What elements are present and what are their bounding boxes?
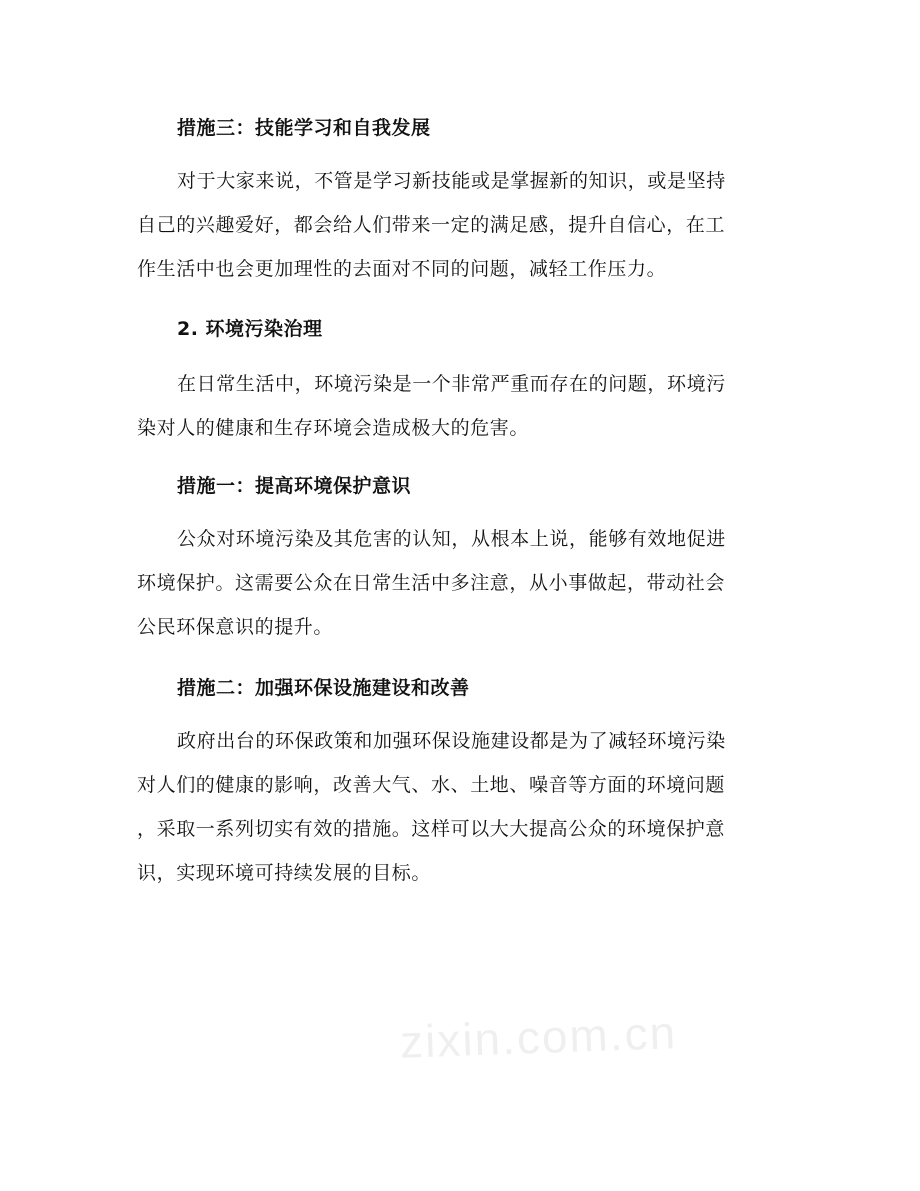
paragraph-line: 对人们的健康的影响，改善大气、水、土地、噪音等方面的环境问题 [137,774,726,796]
paragraph-line: 在日常生活中，环境污染是一个非常严重而存在的问题，环境污 [177,373,726,395]
paragraph-awareness [137,517,777,649]
watermark: zixin.com.cn [399,1006,678,1068]
paragraph-pollution-control [137,362,777,450]
section-heading-skill-learning: 措施三：技能学习和自我发展 [177,117,431,139]
paragraph-line: 自己的兴趣爱好，都会给人们带来一定的满足感，提升自信心，在工 [137,214,726,236]
paragraph-line: 染对人的健康和生存环境会造成极大的危害。 [137,417,530,439]
paragraph-line: 政府出台的环保政策和加强环保设施建设都是为了减轻环境污染 [177,730,726,752]
paragraph-line: 公众对环境污染及其危害的认知，从根本上说，能够有效地促进 [177,528,726,550]
paragraph-line: 作生活中也会更加理性的去面对不同的问题，减轻工作压力。 [137,258,667,280]
paragraph-line: 识，实现环境可持续发展的目标。 [137,862,432,884]
paragraph-line: ，采取一系列切实有效的措施。这样可以大大提高公众的环境保护意 [137,818,726,840]
paragraph-line: 环境保护。这需要公众在日常生活中多注意，从小事做起，带动社会 [137,572,726,594]
paragraph-line: 对于大家来说，不管是学习新技能或是掌握新的知识，或是坚持 [177,170,726,192]
section-heading-pollution-control: 2. 环境污染治理 [177,318,323,340]
paragraph-facilities [137,719,777,895]
section-heading-awareness: 措施一：提高环境保护意识 [177,475,412,497]
paragraph-skill-learning [137,159,777,291]
section-heading-facilities: 措施二：加强环保设施建设和改善 [177,677,470,699]
paragraph-line: 公民环保意识的提升。 [137,616,334,638]
